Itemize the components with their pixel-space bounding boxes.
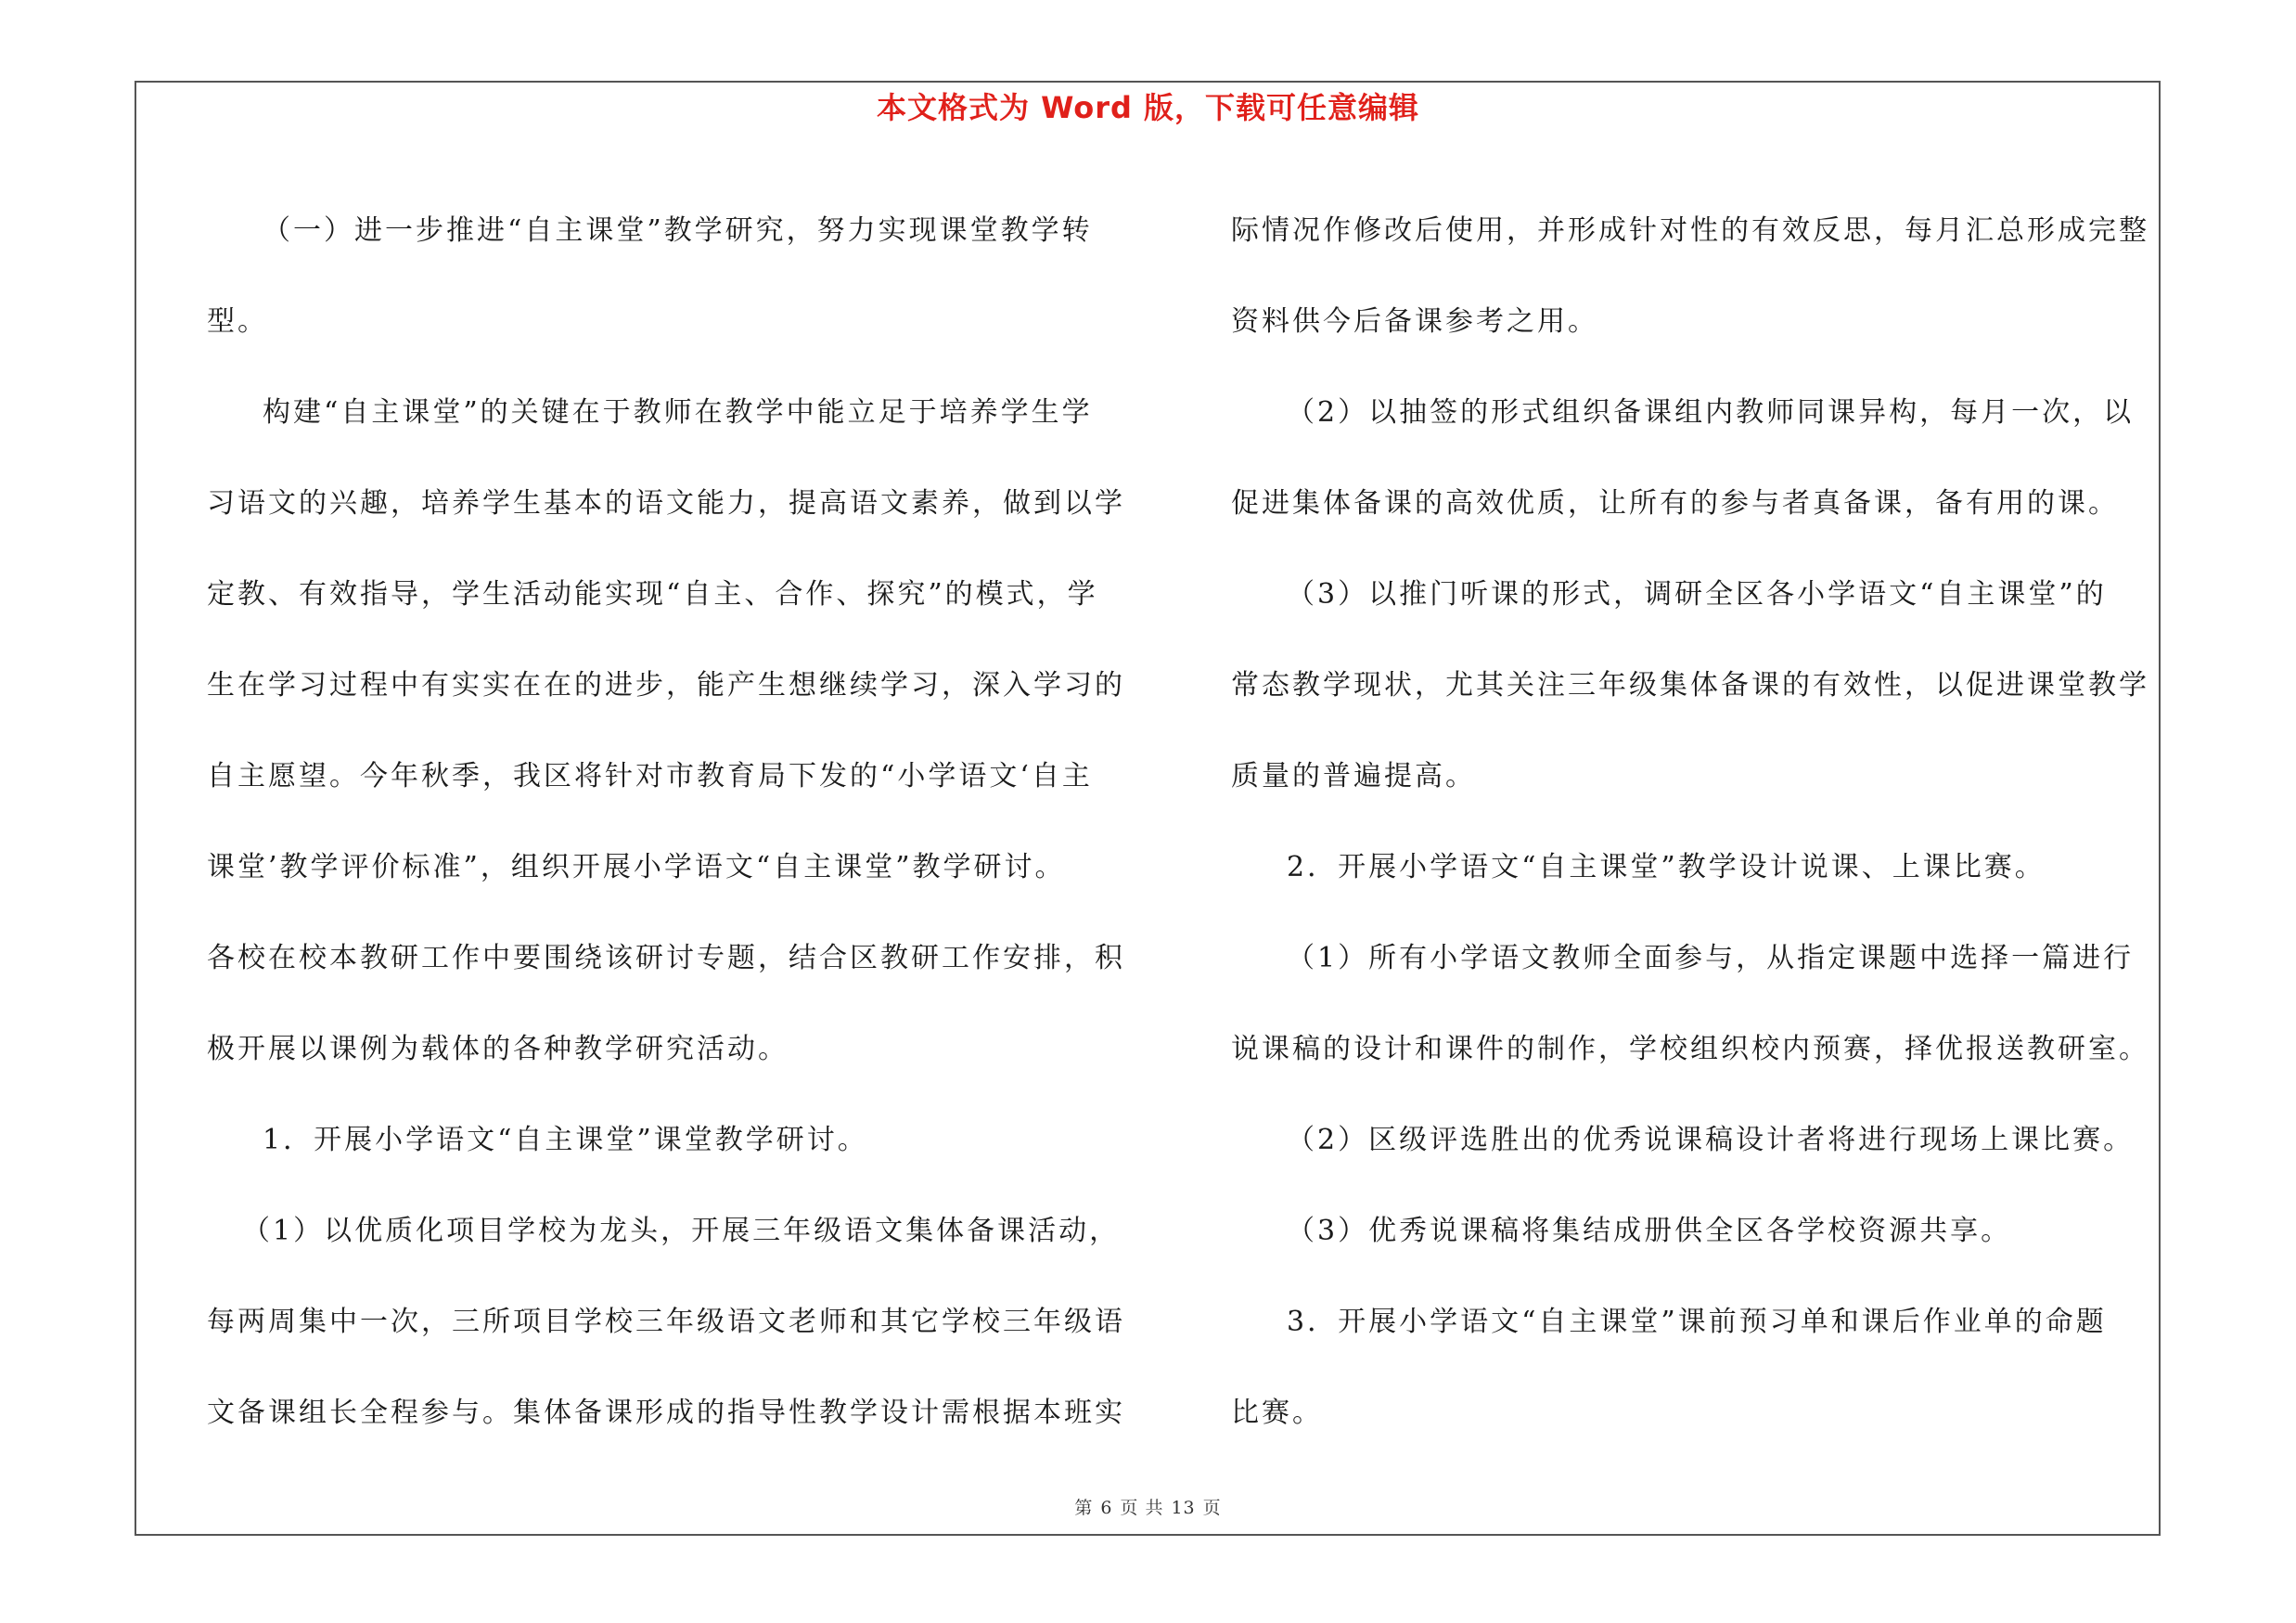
text-line: （1）所有小学语文教师全面参与，从指定课题中选择一篇进行 [1287,942,2135,974]
text-line: 习语文的兴趣，培养学生基本的语文能力，提高语文素养，做到以学 [207,487,1125,520]
text-line: （3）优秀说课稿将集结成册供全区各学校资源共享。 [1287,1215,2012,1247]
text-line: 际情况作修改后使用，并形成针对性的有效反思，每月汇总形成完整 [1231,214,2149,247]
text-line: 构建“自主课堂”的关键在于教师在教学中能立足于培养学生学 [263,396,1093,429]
text-line: 比赛。 [1231,1397,1323,1429]
text-line: （1）以优质化项目学校为龙头，开展三年级语文集体备课活动， [242,1215,1121,1247]
text-line: （3）以推门听课的形式，调研全区各小学语文“自主课堂”的 [1287,578,2107,611]
text-line: 各校在校本教研工作中要围绕该研讨专题，结合区教研工作安排，积 [207,942,1125,974]
text-line: 说课稿的设计和课件的制作，学校组织校内预赛，择优报送教研室。 [1231,1033,2149,1065]
page-number-footer [0,1494,2296,1519]
header-banner: 本文格式为 Word 版，下载可任意编辑 [876,90,1420,125]
footer-suffix: 页 [1202,1498,1222,1518]
left-column [207,186,1130,1459]
body-text-right [1231,186,2168,1459]
text-line: 3．开展小学语文“自主课堂”课前预习单和课后作业单的命题 [1287,1306,2107,1338]
text-line: 文备课组长全程参与。集体备课形成的指导性教学设计需根据本班实 [207,1397,1125,1429]
text-line: 2．开展小学语文“自主课堂”教学设计说课、上课比赛。 [1287,851,2046,883]
text-line: （一）进一步推进“自主课堂”教学研究，努力实现课堂教学转 [263,214,1093,247]
text-line: 型。 [207,305,268,338]
footer-middle: 页 共 [1120,1498,1164,1518]
total-page-count: 13 [1171,1498,1196,1518]
text-line: 1．开展小学语文“自主课堂”课堂教学研讨。 [263,1124,868,1156]
footer-prefix: 第 [1074,1498,1094,1518]
body-text-left [207,186,1130,1459]
text-line: 质量的普遍提高。 [1231,760,1476,792]
text-line: （2）以抽签的形式组织备课组内教师同课异构，每月一次，以 [1287,396,2135,429]
text-line: 课堂’教学评价标准”，组织开展小学语文“自主课堂”教学研讨。 [207,851,1066,883]
text-line: 常态教学现状，尤其关注三年级集体备课的有效性，以促进课堂教学 [1231,669,2149,702]
text-line: 生在学习过程中有实实在在的进步，能产生想继续学习，深入学习的 [207,669,1125,702]
current-page-number: 6 [1100,1498,1113,1518]
text-line: 促进集体备课的高效优质，让所有的参与者真备课，备有用的课。 [1231,487,2119,520]
text-line: 自主愿望。今年秋季，我区将针对市教育局下发的“小学语文‘自主 [207,760,1093,792]
text-line: 定教、有效指导，学生活动能实现“自主、合作、探究”的模式，学 [207,578,1098,611]
text-line: 资料供今后备课参考之用。 [1231,305,1598,338]
text-line: 极开展以课例为载体的各种教学研究活动。 [207,1033,789,1065]
text-line: （2）区级评选胜出的优秀说课稿设计者将进行现场上课比赛。 [1287,1124,2135,1156]
text-line: 每两周集中一次，三所项目学校三年级语文老师和其它学校三年级语 [207,1306,1125,1338]
right-column [1231,186,2168,1459]
